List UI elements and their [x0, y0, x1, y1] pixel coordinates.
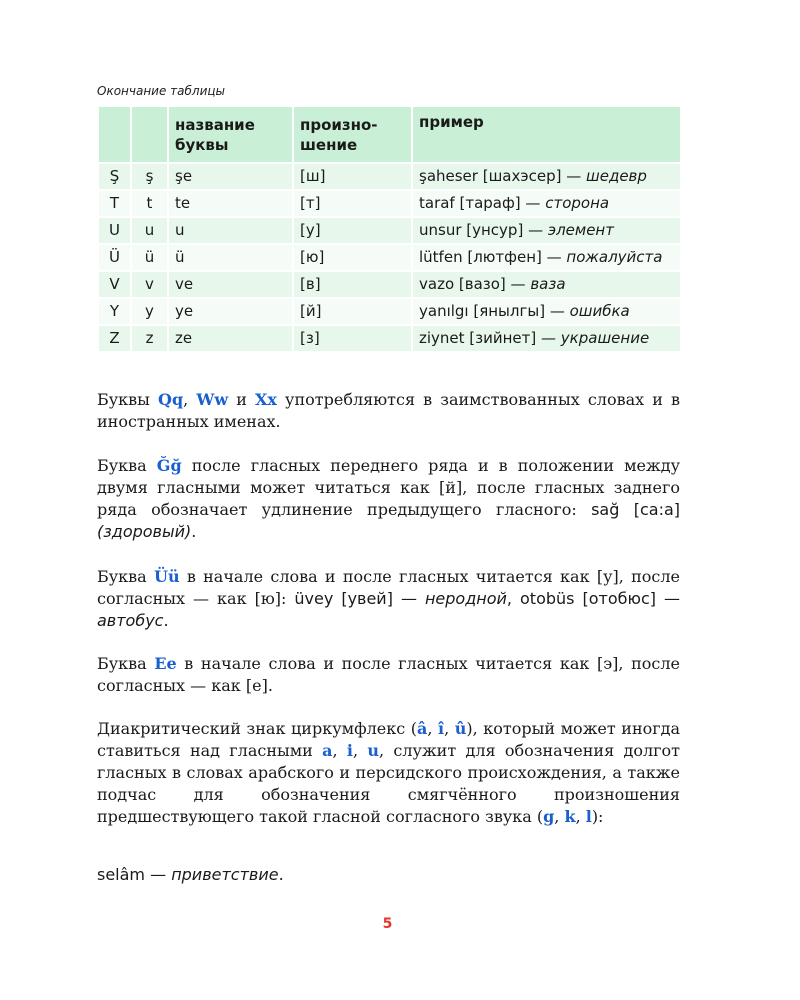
- text: .: [278, 865, 284, 884]
- translation: приветствие: [171, 865, 279, 884]
- header-letter-name: [168, 106, 293, 163]
- cell-pronunciation: [ю]: [293, 244, 412, 271]
- cell-letter-name: u: [168, 217, 293, 244]
- letter-a-circ: â: [417, 719, 428, 738]
- table-row: [98, 244, 681, 271]
- cell-lowercase: ü: [131, 244, 168, 271]
- cell-lowercase: v: [131, 271, 168, 298]
- cell-example: [412, 298, 681, 325]
- sep: ,: [332, 741, 347, 760]
- table-row: [98, 298, 681, 325]
- example-meaning: элемент: [547, 221, 614, 239]
- cell-uppercase: Ş: [98, 163, 131, 190]
- header-pronunciation: [293, 106, 412, 163]
- example-word: şaheser [шахэсер] —: [419, 167, 586, 185]
- cell-letter-name: ze: [168, 325, 293, 352]
- example-meaning: шедевр: [586, 167, 647, 185]
- paragraph-e: [97, 653, 680, 697]
- header-lower: [131, 106, 168, 163]
- cell-uppercase: Ü: [98, 244, 131, 271]
- cell-lowercase: y: [131, 298, 168, 325]
- cell-lowercase: ş: [131, 163, 168, 190]
- paragraph-circumflex: [97, 718, 680, 828]
- text: и: [228, 390, 255, 409]
- cell-example: [412, 325, 681, 352]
- header-pron-l1: произно-: [300, 115, 378, 134]
- table-row: [98, 163, 681, 190]
- text: употребляются в заимствованных словах и в иностранных именах.: [97, 390, 681, 431]
- header-letter-name-l2: буквы: [175, 135, 229, 154]
- example-word: taraf [тараф] —: [419, 194, 546, 212]
- text: .: [191, 522, 197, 541]
- header-upper: [98, 106, 131, 163]
- letter-k: k: [564, 807, 576, 826]
- text: Буквы: [97, 390, 159, 409]
- table-row: [98, 190, 681, 217]
- table-header-row: [98, 106, 681, 163]
- example: sağ [са:а]: [591, 500, 680, 519]
- table-row: [98, 325, 681, 352]
- paragraph-qwx: [97, 389, 680, 433]
- cell-uppercase: V: [98, 271, 131, 298]
- letter-ww: Ww: [196, 390, 229, 409]
- translation: (здоровый): [97, 522, 192, 541]
- text: Диакритический знак циркумфлекс (: [97, 719, 417, 738]
- cell-example: [412, 190, 681, 217]
- sep: ,: [554, 807, 565, 826]
- cell-letter-name: te: [168, 190, 293, 217]
- example-meaning: сторона: [545, 194, 610, 212]
- translation: автобус: [97, 611, 164, 630]
- letter-xx: Xx: [254, 390, 277, 409]
- letter-u: u: [367, 741, 380, 760]
- example: selâm —: [97, 865, 172, 884]
- cell-example: [412, 271, 681, 298]
- text: в начале слова и после гласных читается как [э], после согласных — как [е].: [97, 654, 680, 695]
- letter-a: a: [322, 741, 333, 760]
- cell-letter-name: şe: [168, 163, 293, 190]
- text: Буква: [97, 456, 157, 475]
- example-meaning: ваза: [530, 275, 566, 293]
- cell-uppercase: Z: [98, 325, 131, 352]
- letter-u-circ: û: [454, 719, 467, 738]
- example: otobüs [отобюс] —: [520, 589, 681, 608]
- sep: ,: [575, 807, 586, 826]
- example-word: unsur [унсур] —: [419, 221, 548, 239]
- text: ,: [183, 390, 197, 409]
- table-caption: Окончание таблицы: [97, 84, 226, 98]
- example-word: ziynet [зийнет] —: [419, 329, 561, 347]
- cell-lowercase: z: [131, 325, 168, 352]
- cell-pronunciation: [т]: [293, 190, 412, 217]
- text: Буква: [97, 654, 155, 673]
- sep: ,: [444, 719, 455, 738]
- cell-example: [412, 163, 681, 190]
- page-number: 5: [382, 916, 393, 932]
- cell-example: [412, 244, 681, 271]
- paragraph-u-umlaut: [97, 566, 680, 632]
- example-meaning: пожалуйста: [566, 248, 663, 266]
- cell-letter-name: ye: [168, 298, 293, 325]
- letter-gg: Ğğ: [156, 456, 182, 475]
- text: , служит для обозначения долгот гласных в словах арабского и персидского происхождения, а также подчас для обозначения смягчённого произношения предшествующего такой гласной согласного звука (: [97, 741, 681, 826]
- cell-example: [412, 217, 681, 244]
- alphabet-table: [97, 105, 682, 353]
- cell-pronunciation: [й]: [293, 298, 412, 325]
- example: üvey [увей] —: [294, 589, 425, 608]
- text: в начале слова и после гласных читается как [у], после согласных — как [ю]:: [97, 567, 680, 608]
- cell-lowercase: t: [131, 190, 168, 217]
- cell-letter-name: ve: [168, 271, 293, 298]
- text: .: [163, 611, 169, 630]
- cell-pronunciation: [у]: [293, 217, 412, 244]
- text: ):: [591, 807, 604, 826]
- cell-uppercase: U: [98, 217, 131, 244]
- cell-pronunciation: [з]: [293, 325, 412, 352]
- table-row: [98, 217, 681, 244]
- header-letter-name-l1: название: [175, 115, 255, 134]
- text: Буква: [97, 567, 154, 586]
- example-meaning: ошибка: [569, 302, 630, 320]
- sep: ,: [353, 741, 368, 760]
- letter-g: g: [543, 807, 555, 826]
- example-word: vazo [вазо] —: [419, 275, 531, 293]
- text: ,: [506, 589, 521, 608]
- letter-i-circ: î: [438, 719, 445, 738]
- example-word: lütfen [лютфен] —: [419, 248, 567, 266]
- letter-i: i: [346, 741, 353, 760]
- example-meaning: украшение: [560, 329, 650, 347]
- letter-qq: Qq: [158, 390, 184, 409]
- paragraph-g-breve: [97, 455, 680, 543]
- header-pron-l2: шение: [300, 135, 358, 154]
- table-body: [98, 163, 681, 352]
- header-example: пример: [412, 106, 681, 163]
- text: ), который может иногда ставиться над гласными: [97, 719, 681, 760]
- letter-uu: Üü: [154, 567, 180, 586]
- cell-uppercase: T: [98, 190, 131, 217]
- sep: ,: [427, 719, 439, 738]
- cell-pronunciation: [ш]: [293, 163, 412, 190]
- letter-l: l: [585, 807, 592, 826]
- cell-pronunciation: [в]: [293, 271, 412, 298]
- cell-uppercase: Y: [98, 298, 131, 325]
- example-word: yanılgı [янылгы] —: [419, 302, 570, 320]
- letter-ee: Ee: [154, 654, 177, 673]
- cell-lowercase: u: [131, 217, 168, 244]
- table-row: [98, 271, 681, 298]
- cell-letter-name: ü: [168, 244, 293, 271]
- text: после гласных переднего ряда и в положении между двумя гласными может читаться как [й], после гласных заднего ряда обозначает удлинение предыдущего гласного:: [97, 456, 680, 519]
- paragraph-example-selam: [97, 864, 680, 886]
- translation: неродной: [424, 589, 507, 608]
